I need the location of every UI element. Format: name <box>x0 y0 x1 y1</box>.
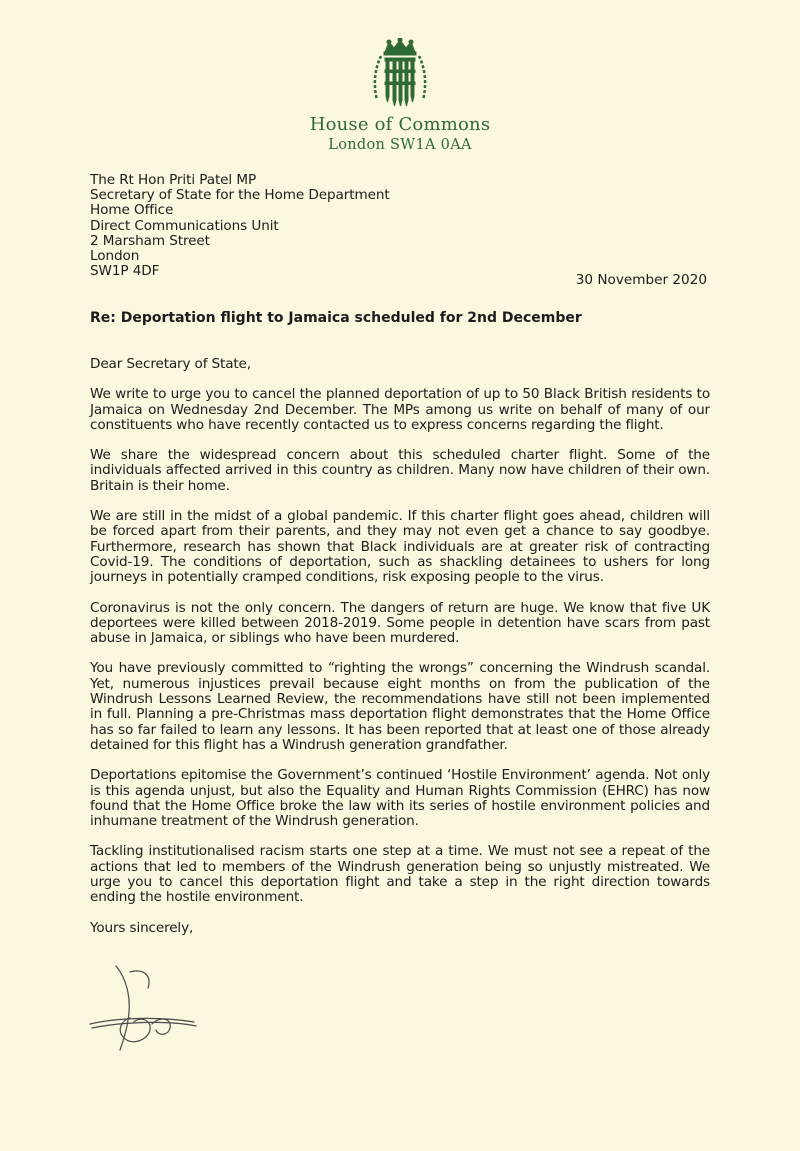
signature-icon <box>86 958 206 1058</box>
body-paragraph: Tackling institutionalised racism starts one step at a time. We must not see a repeat of the actions that led to members of the Windrush generation being so unjustly mistreated. We urge you to cancel this deportation flight and take a step in the right direction towards ending the hostile environment. <box>90 843 710 906</box>
recipient-line: Secretary of State for the Home Department <box>90 187 390 204</box>
body-paragraph: You have previously committed to “righting the wrongs” concerning the Windrush scandal. Yet, numerous injustices prevail because eight months on from the publication of the Windrush Lessons Learned Review, the recommendations have still not been implemented in full. Planning a pre-Christmas mass deportation flight demonstrates that the Home Office has so far failed to learn any lessons. It has been reported that at least one of those already detained for this flight has a Windrush generation grandfather. <box>90 660 710 753</box>
body-paragraph: We share the widespread concern about this scheduled charter flight. Some of the individuals affected arrived in this country as children. Many now have children of their own. Britain is their home. <box>90 447 710 494</box>
recipient-address <box>90 173 390 279</box>
recipient-line: The Rt Hon Priti Patel MP <box>90 172 257 188</box>
letter-body <box>90 357 710 951</box>
body-paragraph: We write to urge you to cancel the planned deportation of up to 50 Black British residents to Jamaica on Wednesday 2nd December. The MPs among us write on behalf of many of our constituents who have recently contacted us to express concerns regarding the flight. <box>90 386 710 433</box>
subject-line: Re: Deportation flight to Jamaica scheduled for 2nd December <box>90 310 582 326</box>
portcullis-icon <box>371 38 429 108</box>
body-paragraph: We are still in the midst of a global pandemic. If this charter flight goes ahead, children will be forced apart from their parents, and they may not even get a chance to say goodbye. Furthermore, research has shown that Black individuals are at greater risk of contracting Covid-19. The conditions of deportation, such as shackling detainees to ushers for long journeys in potentially cramped conditions, risk exposing people to the virus. <box>90 508 710 586</box>
organisation-name: House of Commons <box>309 114 491 135</box>
letter-date: 30 November 2020 <box>575 272 707 288</box>
organisation-address: London SW1A 0AA <box>328 137 472 153</box>
body-paragraph: Coronavirus is not the only concern. The dangers of return are huge. We know that five UK deportees were killed between 2018-2019. Some people in detention have scars from past abuse in Jamaica, or siblings who have been murdered. <box>90 599 710 647</box>
letterhead <box>0 38 800 153</box>
recipient-line: SW1P 4DF <box>90 263 160 280</box>
recipient-line: London <box>90 248 140 265</box>
closing: Yours sincerely, <box>90 919 194 936</box>
salutation: Dear Secretary of State, <box>90 356 251 372</box>
recipient-line: 2 Marsham Street <box>90 232 210 249</box>
recipient-line: Home Office <box>90 202 174 219</box>
recipient-line: Direct Communications Unit <box>90 217 279 234</box>
body-paragraph: Deportations epitomise the Government’s continued ‘Hostile Environment’ agenda. Not only is this agenda unjust, but also the Equality and Human Rights Commission (EHRC) has now found that the Home Office broke the law with its series of hostile environment policies and inhumane treatment of the Windrush generation. <box>90 767 710 830</box>
